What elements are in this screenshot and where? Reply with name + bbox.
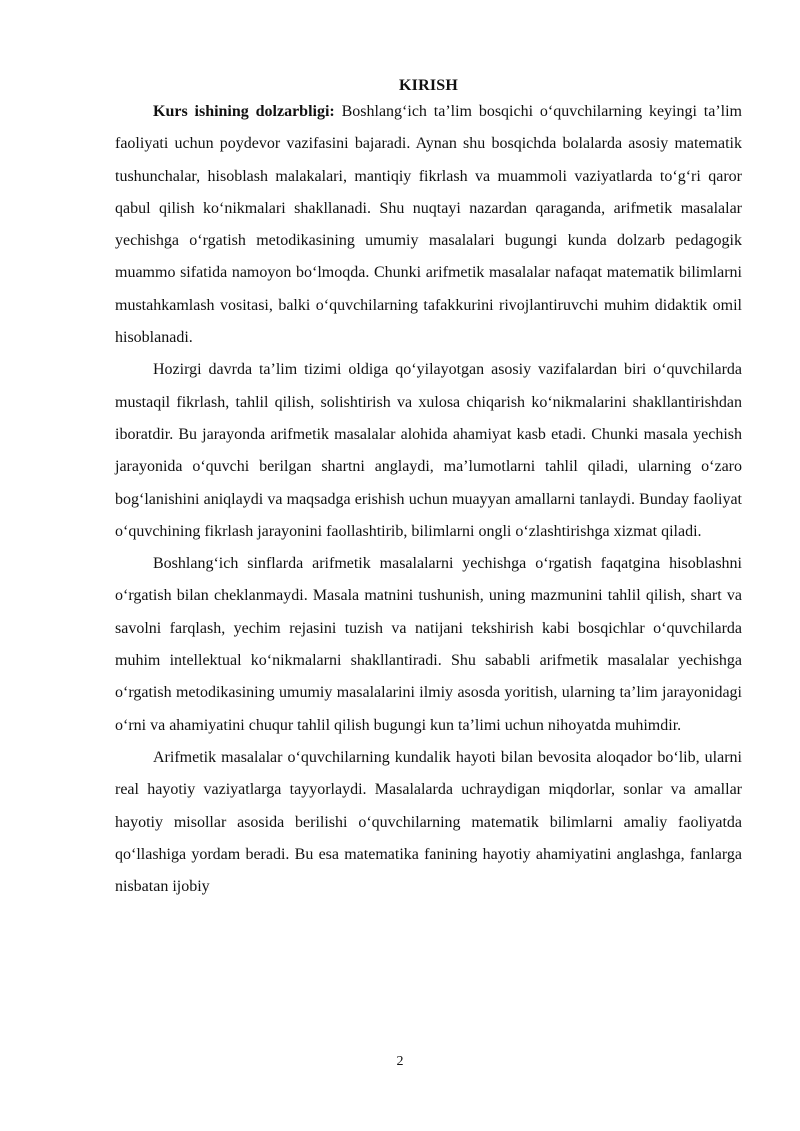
paragraph-lead: Kurs ishining dolzarbligi: — [153, 103, 335, 120]
paragraph-4 — [115, 742, 742, 903]
paragraph-3 — [115, 548, 742, 742]
document-page — [115, 76, 742, 903]
paragraph-2 — [115, 354, 742, 548]
section-title: KIRISH — [399, 77, 458, 94]
paragraph-text: Boshlang‘ich sinflarda arifmetik masalalarni yechishga o‘rgatish faqatgina hisoblashni o‘rgatish bilan cheklanmaydi. Masala matnini tushunish, uning mazmunini tahlil qilish, shart va savolni farqlash, yechim rejasini tuzish va natijani tekshirish kabi bosqichlar o‘quvchilarda muhim intellektual ko‘nikmalarni shakllantiradi. Shu sababli arifmetik masalalar yechishga o‘rgatish metodikasining umumiy masalalarini ilmiy asosda yoritish, ularning ta’lim jarayonidagi o‘rni va ahamiyatini chuqur tahlil qilish bugungi kun ta’limi uchun nihoyatda muhimdir. — [115, 555, 742, 734]
page-number: 2 — [396, 1054, 404, 1069]
paragraph-1 — [115, 96, 742, 354]
paragraph-text: Hozirgi davrda ta’lim tizimi oldiga qo‘yilayotgan asosiy vazifalardan biri o‘quvchilarda mustaqil fikrlash, tahlil qilish, solishtirish va xulosa chiqarish ko‘nikmalarini shakllantirishdan iboratdir. Bu jarayonda arifmetik masalalar alohida ahamiyat kasb etadi. Chunki masala yechish jarayonida o‘quvchi berilgan shartni anglaydi, ma’lumotlarni tahlil qiladi, ularning o‘zaro bog‘lanishini aniqlaydi va maqsadga erishish uchun muayyan amallarni tanlaydi. Bunday faoliyat o‘quvchining fikrlash jarayonini faollashtirib, bilimlarni ongli o‘zlashtirishga xizmat qiladi. — [115, 361, 742, 540]
paragraph-text: Boshlang‘ich ta’lim bosqichi o‘quvchilarning keyingi ta’lim faoliyati uchun poydevor vazifasini bajaradi. Aynan shu bosqichda bolalarda asosiy matematik tushunchalar, hisoblash malakalari, mantiqiy fikrlash va muammoli vaziyatlarda to‘g‘ri qaror qabul qilish ko‘nikmalari shakllanadi. Shu nuqtayi nazardan qaraganda, arifmetik masalalar yechishga o‘rgatish metodikasining umumiy masalalari bugungi kunda dolzarb pedagogik muammo sifatida namoyon bo‘lmoqda. Chunki arifmetik masalalar nafaqat matematik bilimlarni mustahkamlash vositasi, balki o‘quvchilarning tafakkurini rivojlantiruvchi muhim didaktik omil hisoblanadi. — [115, 103, 742, 347]
paragraph-text: Arifmetik masalalar o‘quvchilarning kundalik hayoti bilan bevosita aloqador bo‘lib, ularni real hayotiy vaziyatlarga tayyorlaydi. Masalalarda uchraydigan miqdorlar, sonlar va amallar hayotiy misollar asosida berilishi o‘quvchilarning matematik bilimlarni amaliy faoliyatda qo‘llashiga yordam beradi. Bu esa matematika fanining hayotiy ahamiyatini anglashga, fanlarga nisbatan ijobiy — [115, 748, 742, 896]
